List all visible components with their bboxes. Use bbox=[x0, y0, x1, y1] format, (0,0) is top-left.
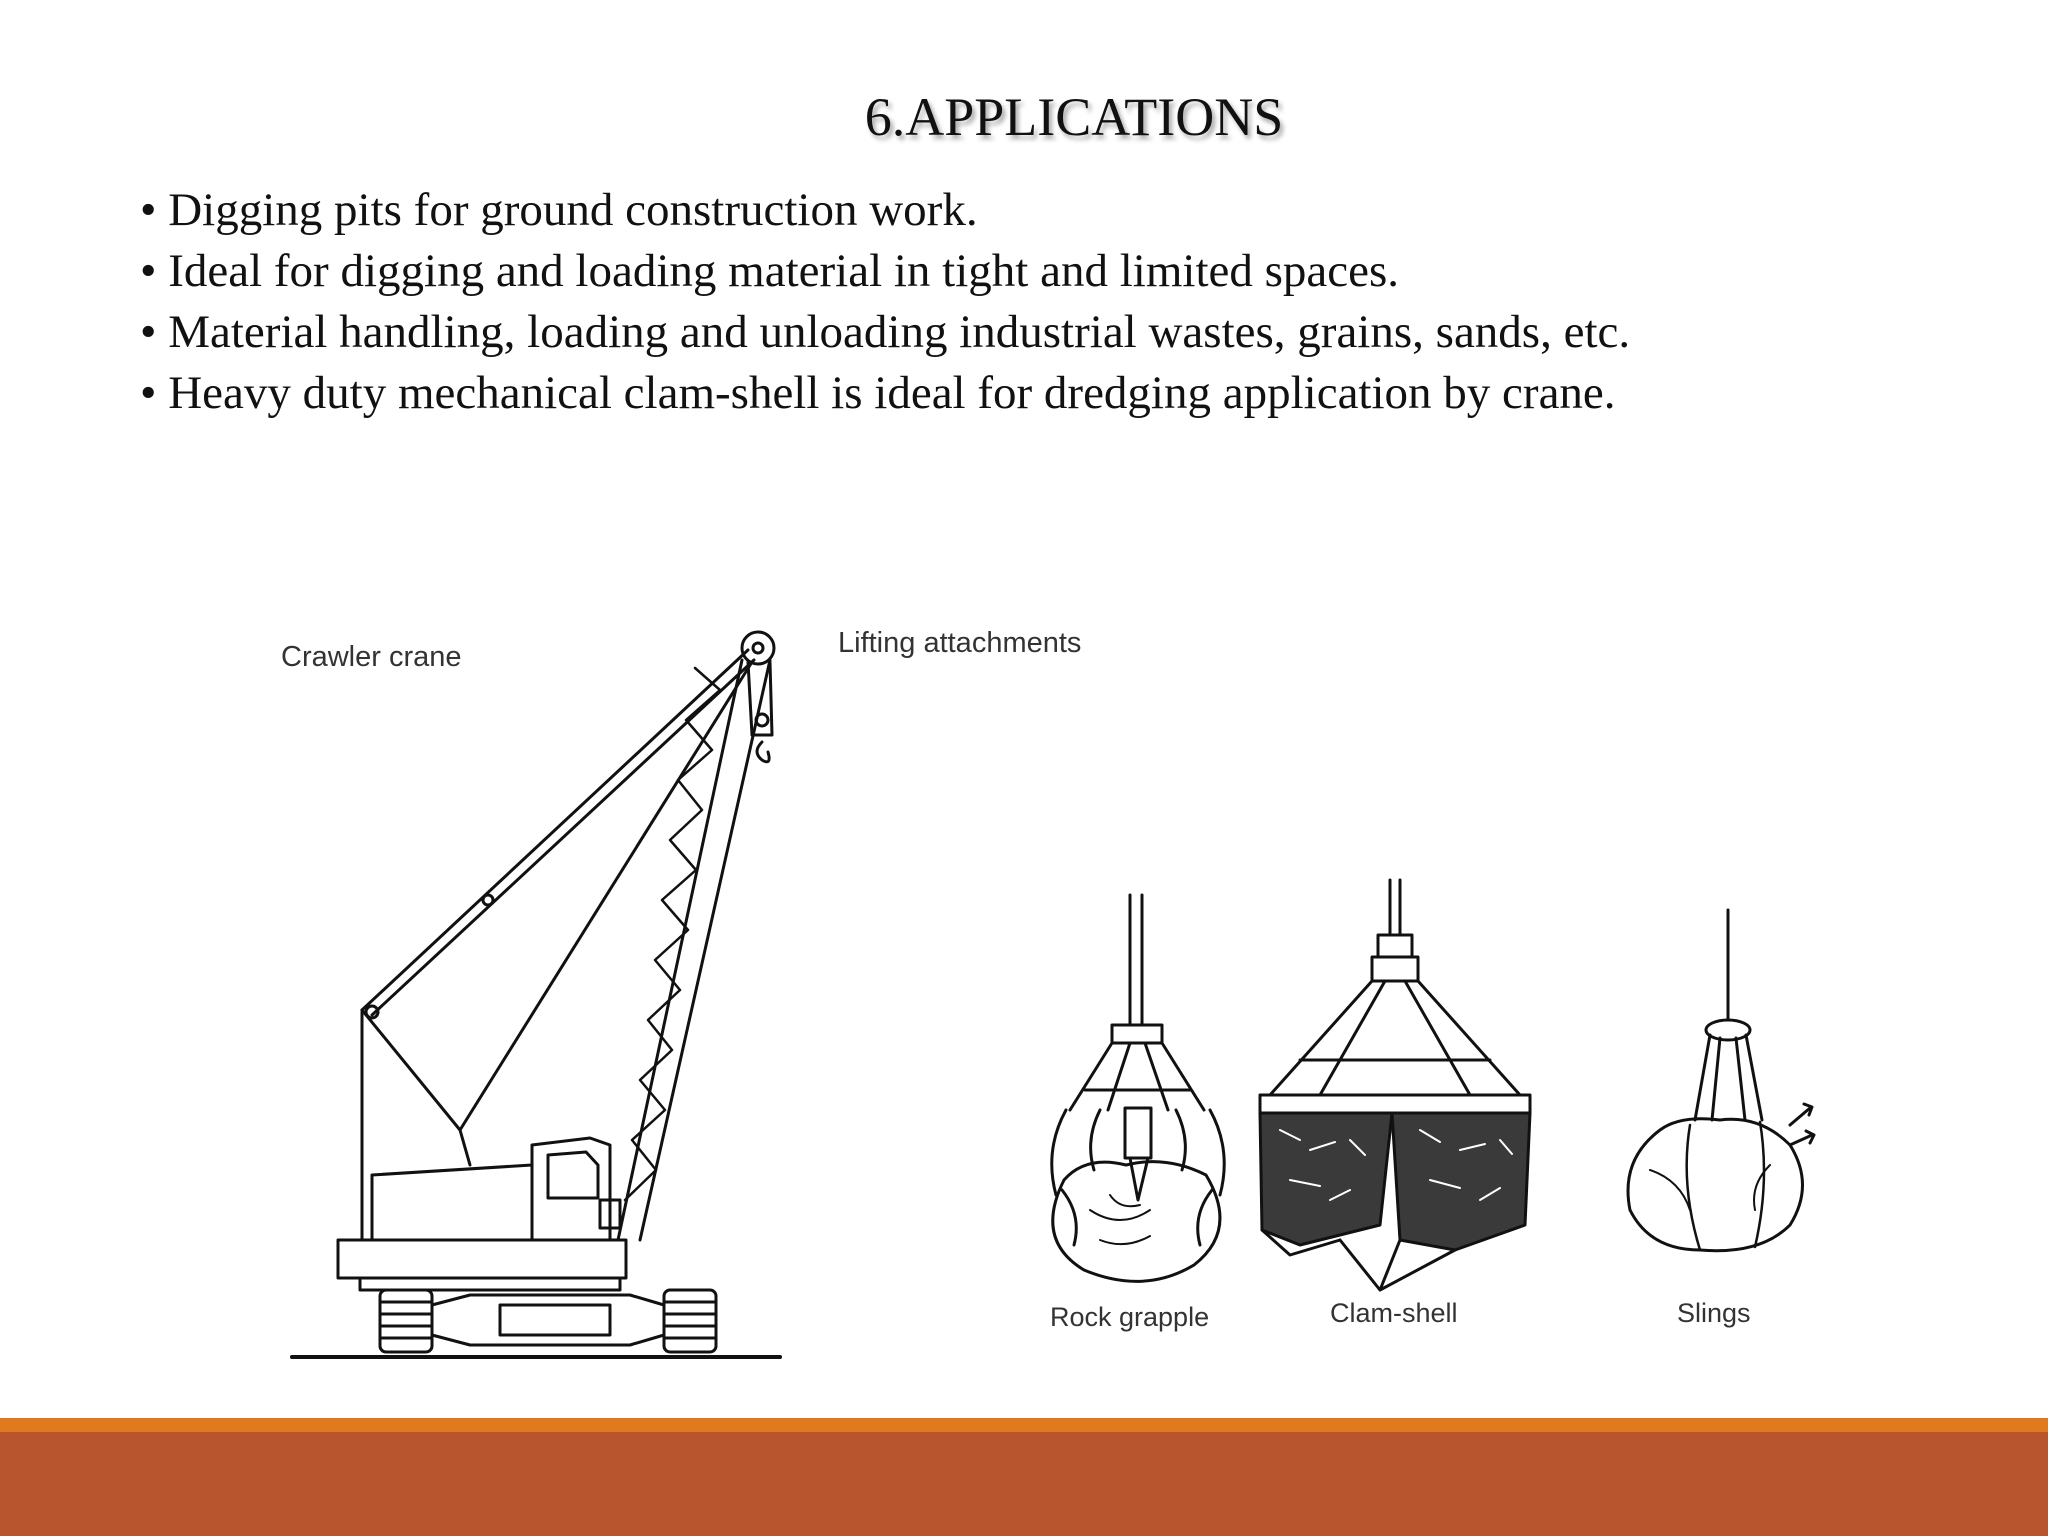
crane-boom bbox=[618, 660, 770, 1240]
slings-illustration bbox=[1628, 910, 1814, 1251]
footer-accent-line bbox=[0, 1418, 2048, 1432]
crawler-crane-label: Crawler crane bbox=[281, 641, 462, 673]
rock-grapple-caption: Rock grapple bbox=[1050, 1302, 1210, 1332]
rock-grapple-illustration bbox=[1052, 895, 1224, 1281]
crawler-crane-illustration bbox=[292, 632, 780, 1357]
bullet-item: • Heavy duty mechanical clam-shell is ideal for dredging application by crane. bbox=[140, 363, 2000, 424]
slings-caption: Slings bbox=[1677, 1298, 1751, 1328]
slide-title: 6.APPLICATIONS bbox=[864, 87, 1284, 147]
crane-tracks bbox=[380, 1290, 716, 1352]
bullet-item: • Ideal for digging and loading material in tight and limited spaces. bbox=[140, 241, 2000, 302]
clam-shell-caption: Clam-shell bbox=[1330, 1298, 1458, 1328]
footer-bar bbox=[0, 1432, 2048, 1536]
lifting-attachments-label: Lifting attachments bbox=[838, 627, 1082, 659]
bullet-item: • Digging pits for ground construction work. bbox=[140, 180, 2000, 241]
bullet-item: • Material handling, loading and unloading industrial wastes, grains, sands, etc. bbox=[140, 302, 2000, 363]
clam-shell-illustration bbox=[1260, 880, 1530, 1290]
